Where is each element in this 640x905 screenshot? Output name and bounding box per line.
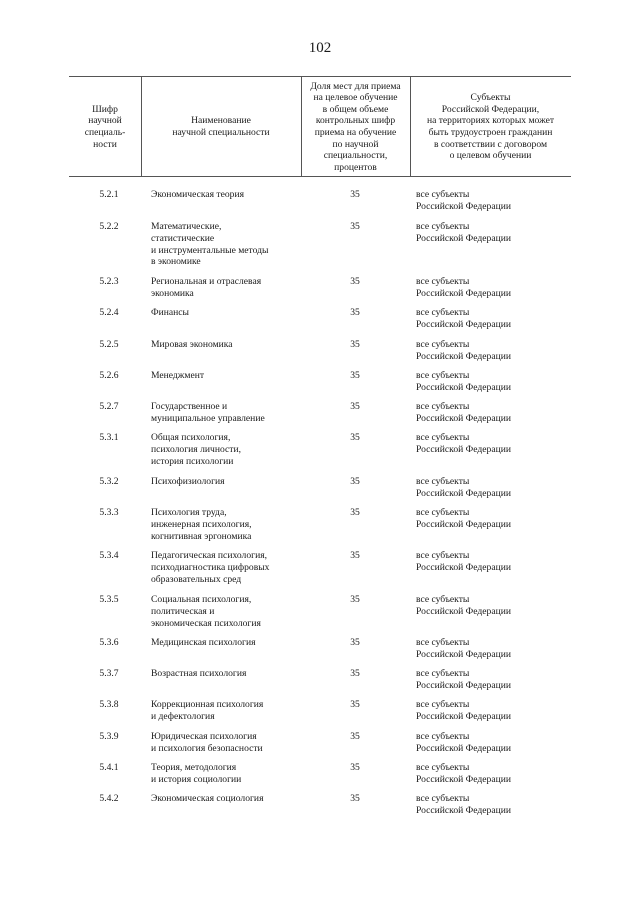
- cell-code: 5.4.1: [99, 762, 119, 773]
- cell-code: 5.3.3: [99, 507, 119, 518]
- cell-code: 5.3.6: [99, 637, 119, 648]
- cell-name: Теория, методология и история социологии: [151, 762, 242, 785]
- cell-name: Экономическая теория: [151, 189, 245, 200]
- cell-share: 35: [350, 594, 360, 605]
- cell-name: Коррекционная психология и дефектология: [151, 699, 264, 722]
- cell-code: 5.2.5: [99, 339, 119, 350]
- cell-subjects: все субъекты Российской Федерации: [416, 793, 511, 816]
- cell-share: 35: [350, 731, 360, 742]
- cell-share: 35: [350, 668, 360, 679]
- cell-share: 35: [350, 370, 360, 381]
- cell-name: Возрастная психология: [151, 668, 247, 679]
- cell-code: 5.2.1: [99, 189, 119, 200]
- cell-name: Государственное и муниципальное управление: [151, 401, 265, 424]
- cell-subjects: все субъекты Российской Федерации: [416, 401, 511, 424]
- cell-name: Медицинская психология: [151, 637, 256, 648]
- cell-share: 35: [350, 793, 360, 804]
- cell-name: Экономическая социология: [151, 793, 264, 804]
- cell-subjects: все субъекты Российской Федерации: [416, 189, 511, 212]
- cell-subjects: все субъекты Российской Федерации: [416, 762, 511, 785]
- cell-share: 35: [350, 276, 360, 287]
- cell-subjects: все субъекты Российской Федерации: [416, 476, 511, 499]
- cell-name: Общая психология, психология личности, история психологии: [151, 432, 241, 467]
- cell-code: 5.3.8: [99, 699, 119, 710]
- header-name: Наименование научной специальности: [172, 115, 270, 138]
- cell-code: 5.3.5: [99, 594, 119, 605]
- table-top-rule: [69, 76, 571, 77]
- table-header-rule: [69, 176, 571, 177]
- cell-subjects: все субъекты Российской Федерации: [416, 699, 511, 722]
- cell-subjects: все субъекты Российской Федерации: [416, 276, 511, 299]
- cell-share: 35: [350, 550, 360, 561]
- cell-name: Социальная психология, политическая и экономическая психология: [151, 594, 261, 629]
- cell-share: 35: [350, 401, 360, 412]
- cell-code: 5.3.1: [99, 432, 119, 443]
- cell-name: Региональная и отраслевая экономика: [151, 276, 262, 299]
- page-number: 102: [308, 40, 332, 56]
- cell-subjects: все субъекты Российской Федерации: [416, 637, 511, 660]
- cell-share: 35: [350, 476, 360, 487]
- cell-share: 35: [350, 507, 360, 518]
- cell-subjects: все субъекты Российской Федерации: [416, 507, 511, 530]
- cell-share: 35: [350, 221, 360, 232]
- cell-name: Юридическая психология и психология безопасности: [151, 731, 263, 754]
- cell-subjects: все субъекты Российской Федерации: [416, 339, 511, 362]
- cell-name: Педагогическая психология, психодиагностика цифровых образовательных сред: [151, 550, 270, 585]
- cell-code: 5.2.6: [99, 370, 119, 381]
- header-share: Доля мест для приема на целевое обучение в общем объеме контрольных шифр приема на обучение по научной специальности, процентов: [310, 80, 401, 173]
- cell-name: Психофизиология: [151, 476, 225, 487]
- cell-name: Менеджмент: [151, 370, 205, 381]
- cell-name: Математические, статистические и инструментальные методы в экономике: [151, 221, 269, 268]
- header-subjects: Субъекты Российской Федерации, на территориях которых может быть трудоустроен гражданин в соответствии с договором о целевом обучении: [426, 92, 555, 162]
- cell-code: 5.2.3: [99, 276, 119, 287]
- cell-subjects: все субъекты Российской Федерации: [416, 668, 511, 691]
- cell-name: Психология труда, инженерная психология, когнитивная эргономика: [151, 507, 252, 542]
- cell-share: 35: [350, 637, 360, 648]
- cell-subjects: все субъекты Российской Федерации: [416, 221, 511, 244]
- cell-subjects: все субъекты Российской Федерации: [416, 432, 511, 455]
- cell-subjects: все субъекты Российской Федерации: [416, 594, 511, 617]
- cell-name: Мировая экономика: [151, 339, 233, 350]
- cell-share: 35: [350, 307, 360, 318]
- cell-code: 5.3.7: [99, 668, 119, 679]
- cell-code: 5.4.2: [99, 793, 119, 804]
- cell-share: 35: [350, 432, 360, 443]
- cell-subjects: все субъекты Российской Федерации: [416, 370, 511, 393]
- cell-code: 5.2.2: [99, 221, 119, 232]
- cell-subjects: все субъекты Российской Федерации: [416, 731, 511, 754]
- cell-code: 5.2.7: [99, 401, 119, 412]
- header-code: Шифр научной специаль- ности: [84, 103, 126, 150]
- cell-share: 35: [350, 762, 360, 773]
- cell-code: 5.3.9: [99, 731, 119, 742]
- cell-code: 5.3.2: [99, 476, 119, 487]
- cell-code: 5.3.4: [99, 550, 119, 561]
- cell-share: 35: [350, 699, 360, 710]
- cell-code: 5.2.4: [99, 307, 119, 318]
- cell-share: 35: [350, 189, 360, 200]
- cell-subjects: все субъекты Российской Федерации: [416, 307, 511, 330]
- cell-share: 35: [350, 339, 360, 350]
- cell-name: Финансы: [151, 307, 189, 318]
- cell-subjects: все субъекты Российской Федерации: [416, 550, 511, 573]
